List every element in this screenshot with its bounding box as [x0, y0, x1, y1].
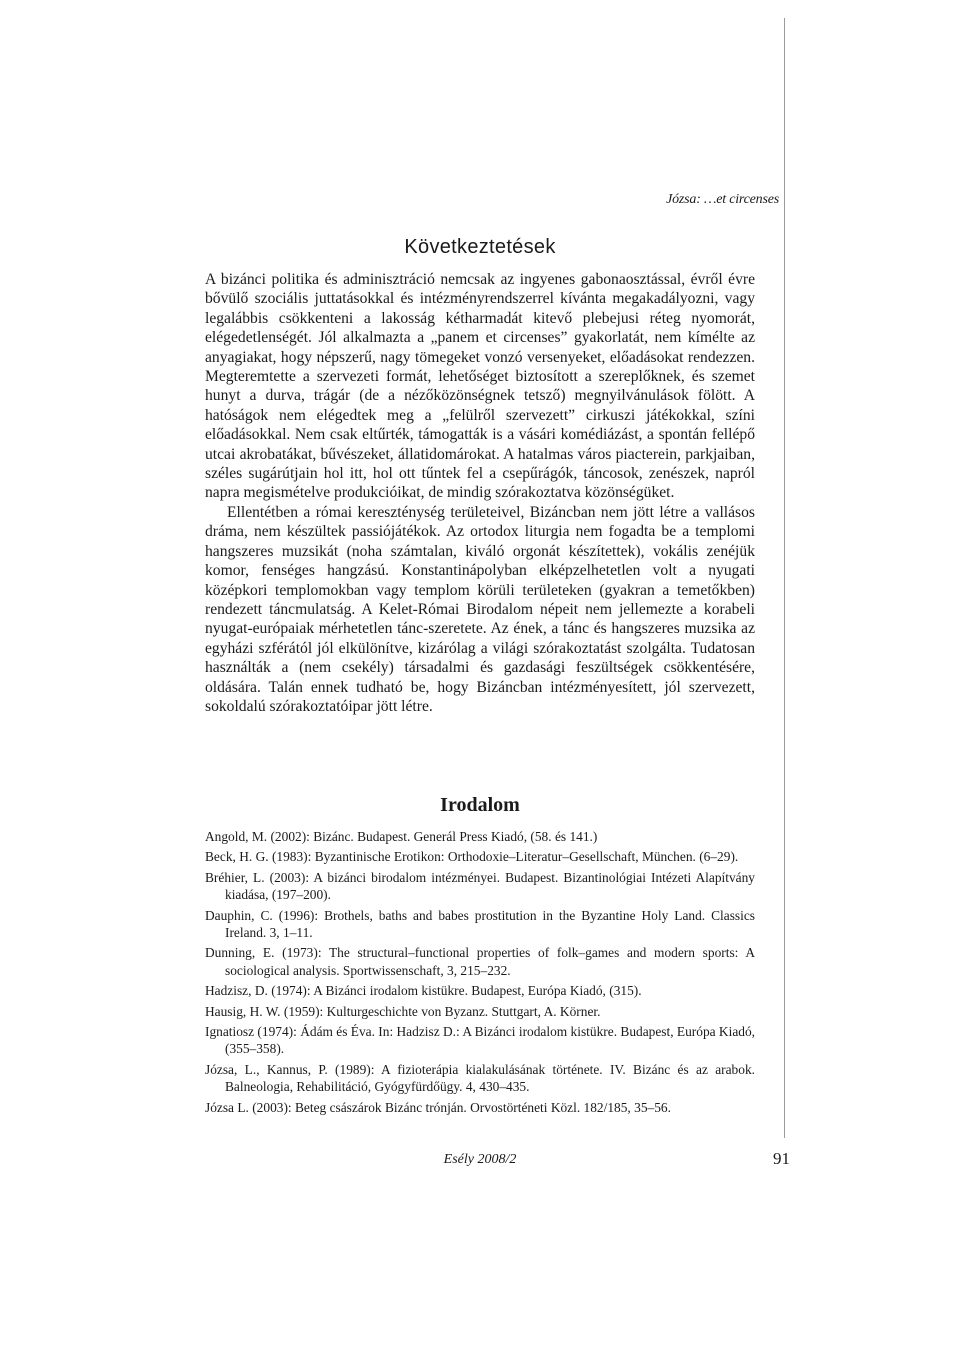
literature-title: Irodalom [440, 794, 520, 816]
reference-item: Hausig, H. W. (1959): Kulturgeschichte von Byzanz. Stuttgart, A. Körner. [205, 1003, 601, 1019]
body-text [205, 270, 755, 716]
paragraph: Ellentétben a római kereszténység területeivel, Bizáncban nem jött létre a vallásos dráma, nem készültek passiójátékok. Az ortodox liturgia nem fogadta be a templomi hangszeres muzsikát (noha számtalan, kiváló orgonát készítettek), vokális zenéjük komor, fenséges hangzású. Konstantinápolyban elképzelhetetlen volt a nyugati középkori templomokban vagy templom körüli területeken (gyakran a temetőkben) rendezett táncmulatság. A Kelet-Római Birodalom népeit nem jellemezte a korabeli nyugat-európaiak mérhetetlen tánc-szeretete. Az ének, a tánc és hangszeres muzsika az egyházi szférától jól elkülönítve, kizárólag a világi szórakoztatást szolgálta. Tudatosan használták a (nem csekély) társadalmi és gazdasági feszültségek csökkentésére, oldására. Talán ennek tudható be, hogy Bizáncban intézményesített, jól szervezett, sokoldalú szórakoztatóipar jött létre. [205, 503, 755, 715]
footer-journal: Esély 2008/2 [443, 1152, 517, 1167]
running-head: Józsa: …et circenses [666, 192, 779, 207]
reference-item: Józsa L. (2003): Beteg császárok Bizánc trónján. Orvostörténeti Közl. 182/185, 35–56. [205, 1099, 671, 1115]
reference-item: Dunning, E. (1973): The structural–functional properties of folk–games and modern sports: A sociological analysis. Sportwissenschaft, 3, 215–232. [205, 945, 755, 978]
page-number: 91 [773, 1149, 790, 1168]
reference-item: Ignatiosz (1974): Ádám és Éva. In: Hadzisz D.: A Bizánci irodalom kistükre. Budapest, Európa Kiadó, (355–358). [205, 1024, 756, 1057]
reference-list [205, 828, 755, 1119]
paragraph: A bizánci politika és adminisztráció nemcsak az ingyenes gabonaosztással, évről évre bővülő szociális juttatásokkal és intézményrendszerrel kívánta megakadályozni, vagy legalábbis csökkenteni a lakosság kétharmadát kitevő plebejusi réteg nyomorát, elégedetlenségét. Jól alkalmazta a „panem et circenses” gyakorlatát, nem kímélte az anyagiakat, hogy népszerű, nagy tömegeket vonzó versenyeket, előadásokat rendezzen. Megteremtette a szervezeti formát, lehetőséget biztosított a szereplőknek, és szemet hunyt a durva, trágár (de a nézőközönségnek tetsző) megnyilvánulások fölött. A hatóságok nem elégedtek meg a „felülről szervezett” cirkuszi játékokkal, színi előadásokkal. Nem csak eltűrték, támogatták is a vásári komédiázást, a spontán fellépő utcai akrobatákat, bűvészeket, állatidomárokat. A hatalmas város piacterein, parkjaiban, széles sugárútjain hol itt, hol ott tűntek fel a csepűrágók, táncosok, zenészek, napról napra megismételve produkcióikat, de mindig szórakoztatva közönségüket. [205, 271, 755, 502]
reference-item: Angold, M. (2002): Bizánc. Budapest. Generál Press Kiadó, (58. és 141.) [205, 829, 598, 844]
margin-rule [784, 18, 785, 1138]
reference-item: Dauphin, C. (1996): Brothels, baths and babes prostitution in the Byzantine Holy Land. Classics Ireland. 3, 1–11. [205, 907, 755, 941]
reference-item: Józsa, L., Kannus, P. (1989): A fizioterápia kialakulásának története. IV. Bizánc és az arabok. Balneologia, Rehabilitáció, Gyógyfürdőügy. 4, 430–435. [205, 1061, 755, 1095]
reference-item: Hadzisz, D. (1974): A Bizánci irodalom kistükre. Budapest, Európa Kiadó, (315). [205, 983, 642, 999]
reference-item: Beck, H. G. (1983): Byzantinische Erotikon: Orthodoxie–Literatur–Gesellschaft, München. (6–29). [205, 849, 739, 865]
reference-item: Bréhier, L. (2003): A bizánci birodalom intézményei. Budapest. Bizantinológiai Intézeti Alapítvány kiadása, (197–200). [205, 869, 755, 903]
section-title: Következtetések [404, 236, 556, 258]
